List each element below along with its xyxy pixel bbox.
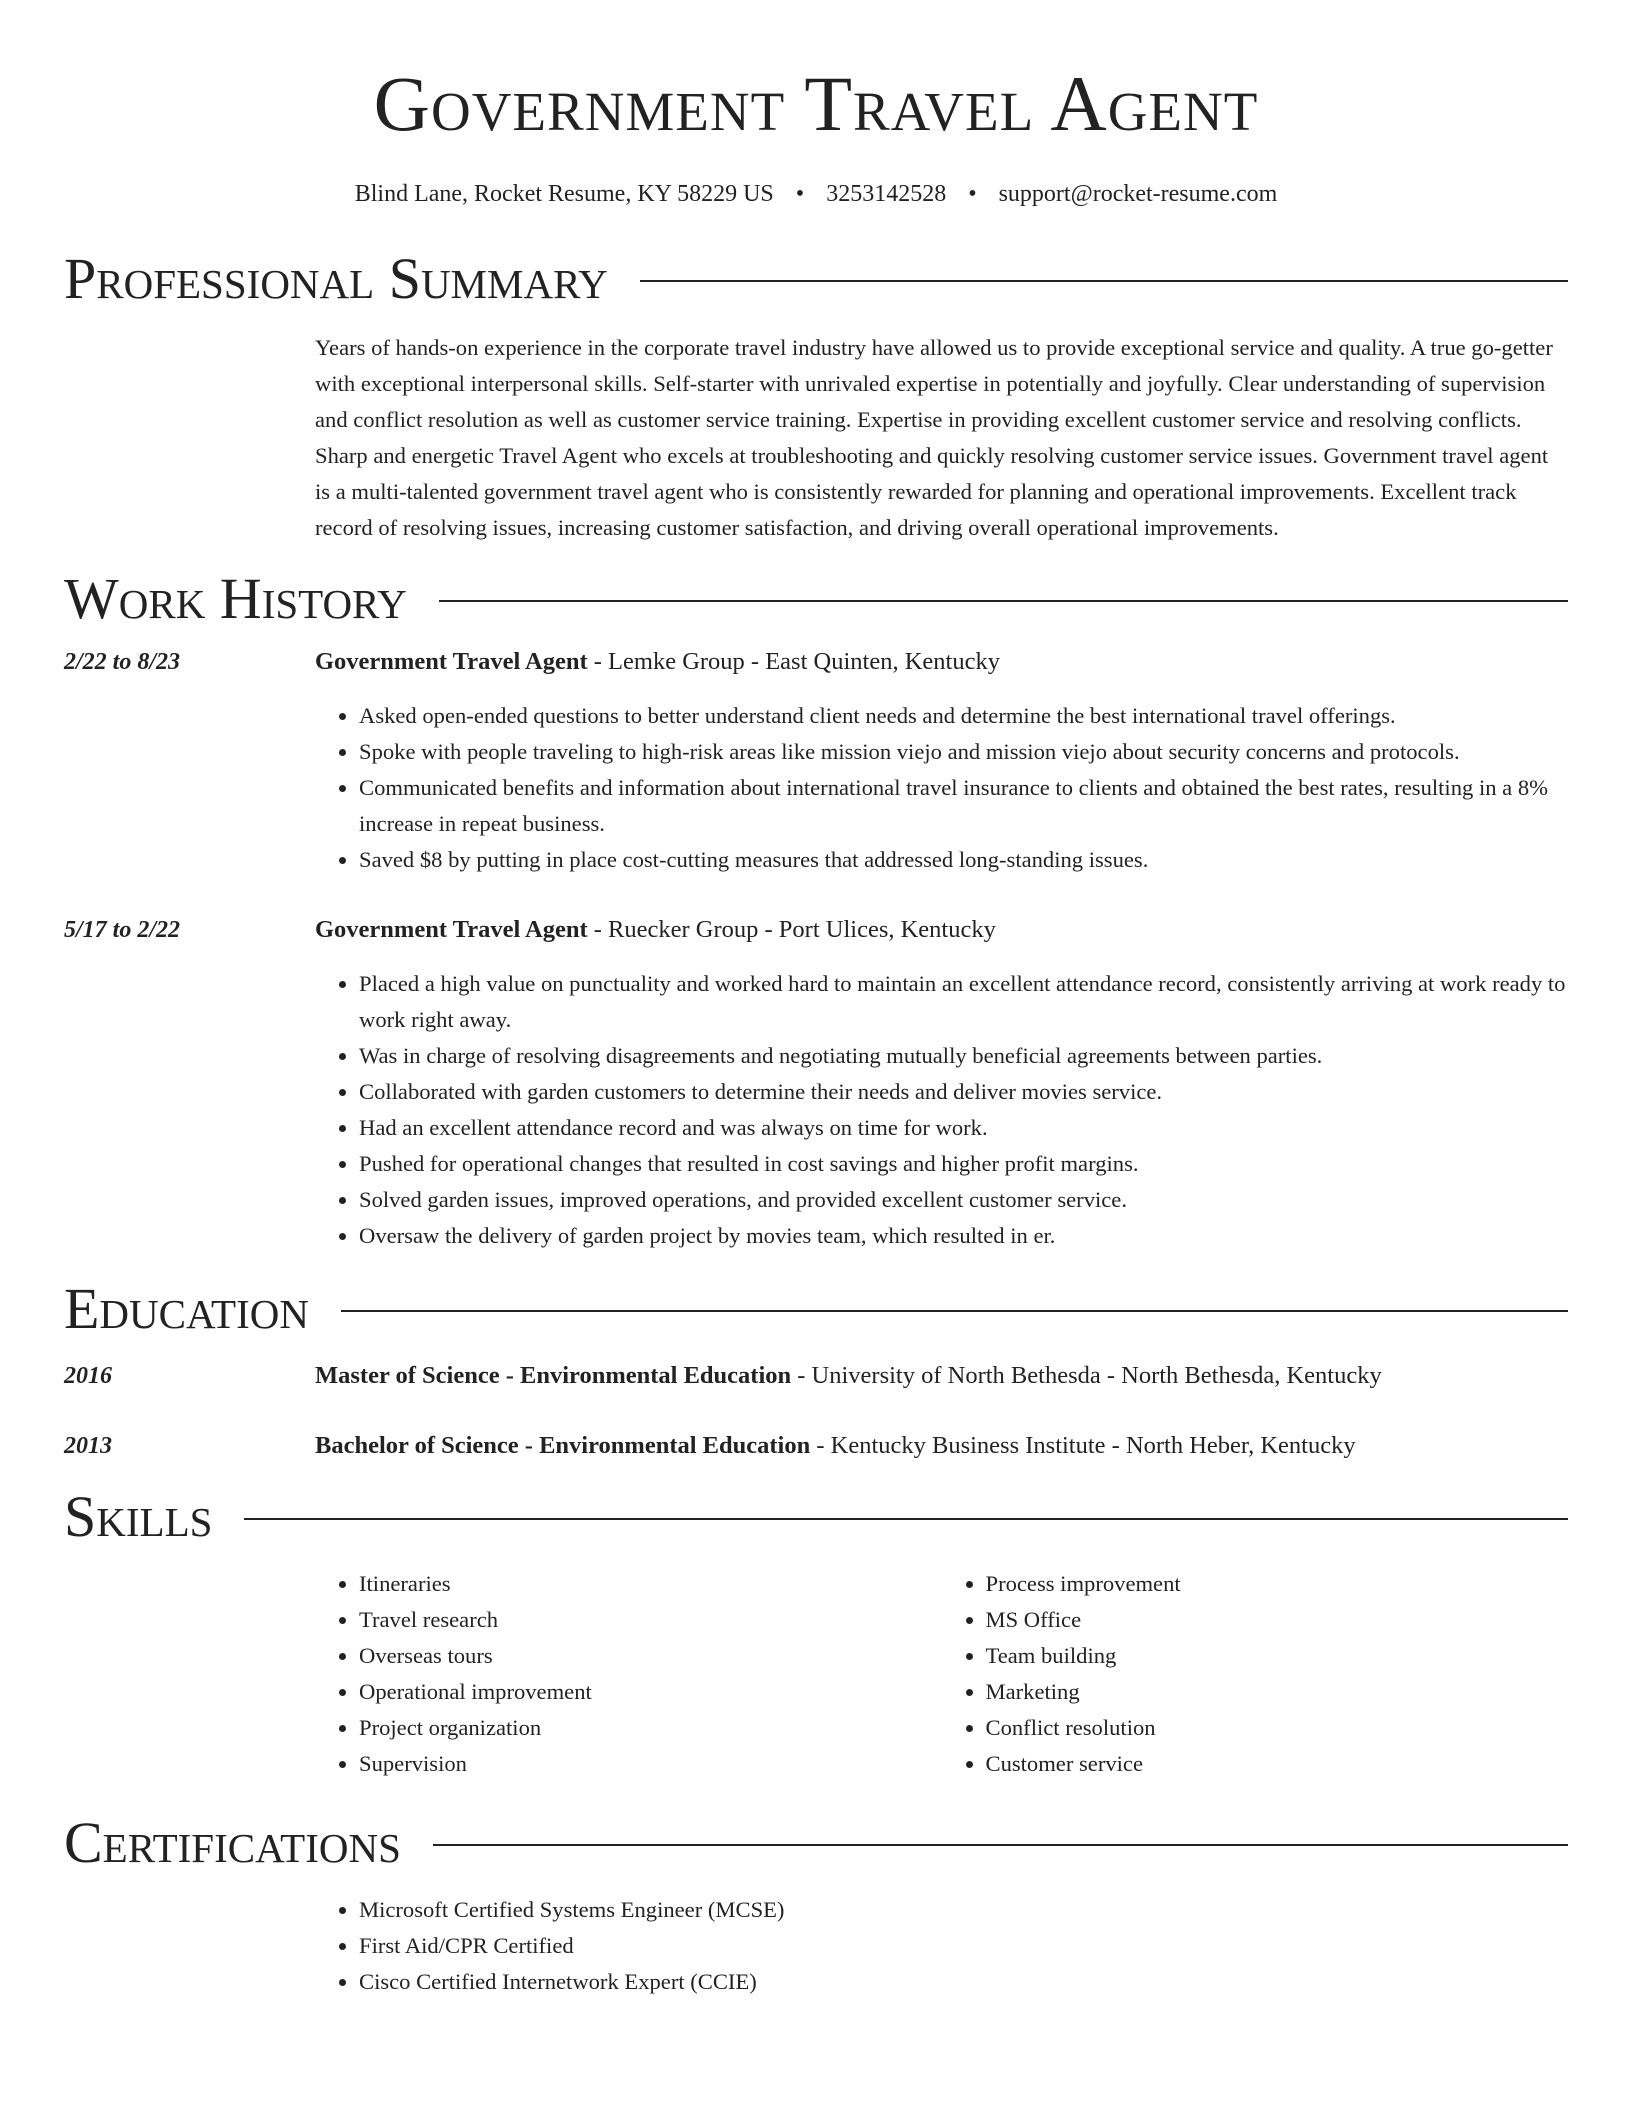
- education-details: - University of North Bethesda - North Bethesda, Kentucky: [791, 1362, 1382, 1389]
- job-entry: [64, 644, 1568, 878]
- section-divider: [439, 600, 1568, 602]
- summary-section-header: [64, 244, 1568, 314]
- job-bullet: • Saved $8 by putting in place cost-cutting measures that addressed long-standing issues.: [359, 842, 1568, 878]
- contact-address: Blind Lane, Rocket Resume, KY 58229 US: [354, 181, 774, 207]
- job-bullet: • Collaborated with garden customers to determine their needs and deliver movies service.: [359, 1074, 1568, 1110]
- skills-list-right: [942, 1566, 1569, 1782]
- education-year: 2013: [64, 1433, 112, 1459]
- resume-page: [64, 0, 1568, 2000]
- skills-list-left: [315, 1566, 942, 1782]
- certifications-section-header: [64, 1808, 1568, 1878]
- education-degree: Master of Science - Environmental Education: [315, 1362, 792, 1389]
- job-bullet: • Spoke with people traveling to high-risk areas like mission viejo and mission viejo about security concerns and protocols.: [359, 734, 1568, 770]
- section-divider: [433, 1844, 1568, 1846]
- work-title: Work History: [64, 566, 407, 631]
- section-divider: [341, 1310, 1568, 1312]
- skill-item: • Itineraries: [359, 1566, 942, 1602]
- skill-item: • Supervision: [359, 1746, 942, 1782]
- section-divider: [244, 1518, 1568, 1520]
- candidate-name: Government Travel Agent: [373, 60, 1259, 147]
- work-section-header: [64, 564, 1568, 634]
- skill-item: • Operational improvement: [359, 1674, 942, 1710]
- certification-item: • First Aid/CPR Certified: [359, 1928, 1568, 1964]
- education-degree: Bachelor of Science - Environmental Education: [315, 1432, 811, 1459]
- skills-title: Skills: [64, 1484, 213, 1549]
- skills-section-header: [64, 1482, 1568, 1552]
- job-heading: [315, 644, 1000, 680]
- skill-item: • Project organization: [359, 1710, 942, 1746]
- education-details: - Kentucky Business Institute - North Heber, Kentucky: [810, 1432, 1356, 1459]
- job-bullet: • Asked open-ended questions to better understand client needs and determine the best international travel offerings.: [359, 698, 1568, 734]
- job-bullet: • Solved garden issues, improved operations, and provided excellent customer service.: [359, 1182, 1568, 1218]
- skill-item: • Team building: [986, 1638, 1569, 1674]
- education-section-header: [64, 1274, 1568, 1344]
- certification-item: • Cisco Certified Internetwork Expert (CCIE): [359, 1964, 1568, 2000]
- skill-item: • MS Office: [986, 1602, 1569, 1638]
- education-year: 2016: [64, 1363, 112, 1389]
- skills-columns: [315, 1566, 1568, 1782]
- education-heading: [315, 1428, 1356, 1464]
- contact-email: support@rocket-resume.com: [998, 181, 1278, 207]
- contact-separator: •: [795, 181, 805, 207]
- education-entry: [64, 1358, 1568, 1394]
- education-heading: [315, 1358, 1382, 1394]
- certification-item: • Microsoft Certified Systems Engineer (MCSE): [359, 1892, 1568, 1928]
- skill-item: • Overseas tours: [359, 1638, 942, 1674]
- skill-item: • Travel research: [359, 1602, 942, 1638]
- summary-text: Years of hands-on experience in the corporate travel industry have allowed us to provide exceptional service and quality. A true go-getter with exceptional interpersonal skills. Self-starter with unrivaled expertise in potentially and joyfully. Clear understanding of supervision and conflict resolution as well as customer service training. Expertise in providing excellent customer service and resolving conflicts. Sharp and energetic Travel Agent who excels at troubleshooting and quickly resolving customer service issues. Government travel agent is a multi-talented government travel agent who is consistently rewarded for planning and operational improvements. Excellent track record of resolving issues, increasing customer satisfaction, and driving overall operational improvements.: [315, 335, 1553, 540]
- job-heading: [315, 912, 996, 948]
- job-bullet: • Pushed for operational changes that resulted in cost savings and higher profit margins.: [359, 1146, 1568, 1182]
- job-bullet: • Communicated benefits and information about international travel insurance to clients and obtained the best rates, resulting in a 8% increase in repeat business.: [359, 770, 1568, 842]
- job-role: Government Travel Agent: [315, 916, 588, 943]
- education-entry: [64, 1428, 1568, 1464]
- contact-line: [64, 178, 1568, 210]
- job-dates: 2/22 to 8/23: [64, 649, 181, 675]
- certifications-list: [315, 1892, 1568, 2000]
- certifications-title: Certifications: [64, 1810, 401, 1875]
- summary-title: Professional Summary: [64, 246, 608, 311]
- section-divider: [640, 280, 1568, 282]
- contact-separator: •: [968, 181, 977, 207]
- education-title: Education: [64, 1276, 309, 1341]
- job-bullet: • Placed a high value on punctuality and worked hard to maintain an excellent attendance record, consistently arriving at work ready to work right away.: [359, 966, 1568, 1038]
- job-role: Government Travel Agent: [315, 648, 588, 675]
- job-bullets: [315, 966, 1568, 1254]
- skill-item: • Process improvement: [986, 1566, 1569, 1602]
- skill-item: • Conflict resolution: [986, 1710, 1569, 1746]
- job-entry: [64, 912, 1568, 1254]
- job-details: - Ruecker Group - Port Ulices, Kentucky: [587, 916, 996, 943]
- job-bullet: • Oversaw the delivery of garden project by movies team, which resulted in er.: [359, 1218, 1568, 1254]
- contact-phone: 3253142528: [826, 181, 947, 207]
- skill-item: • Customer service: [986, 1746, 1569, 1782]
- job-bullet: • Had an excellent attendance record and was always on time for work.: [359, 1110, 1568, 1146]
- job-bullets: [315, 698, 1568, 878]
- job-bullet: • Was in charge of resolving disagreements and negotiating mutually beneficial agreements between parties.: [359, 1038, 1568, 1074]
- skill-item: • Marketing: [986, 1674, 1569, 1710]
- job-details: - Lemke Group - East Quinten, Kentucky: [587, 648, 1000, 675]
- job-dates: 5/17 to 2/22: [64, 917, 181, 943]
